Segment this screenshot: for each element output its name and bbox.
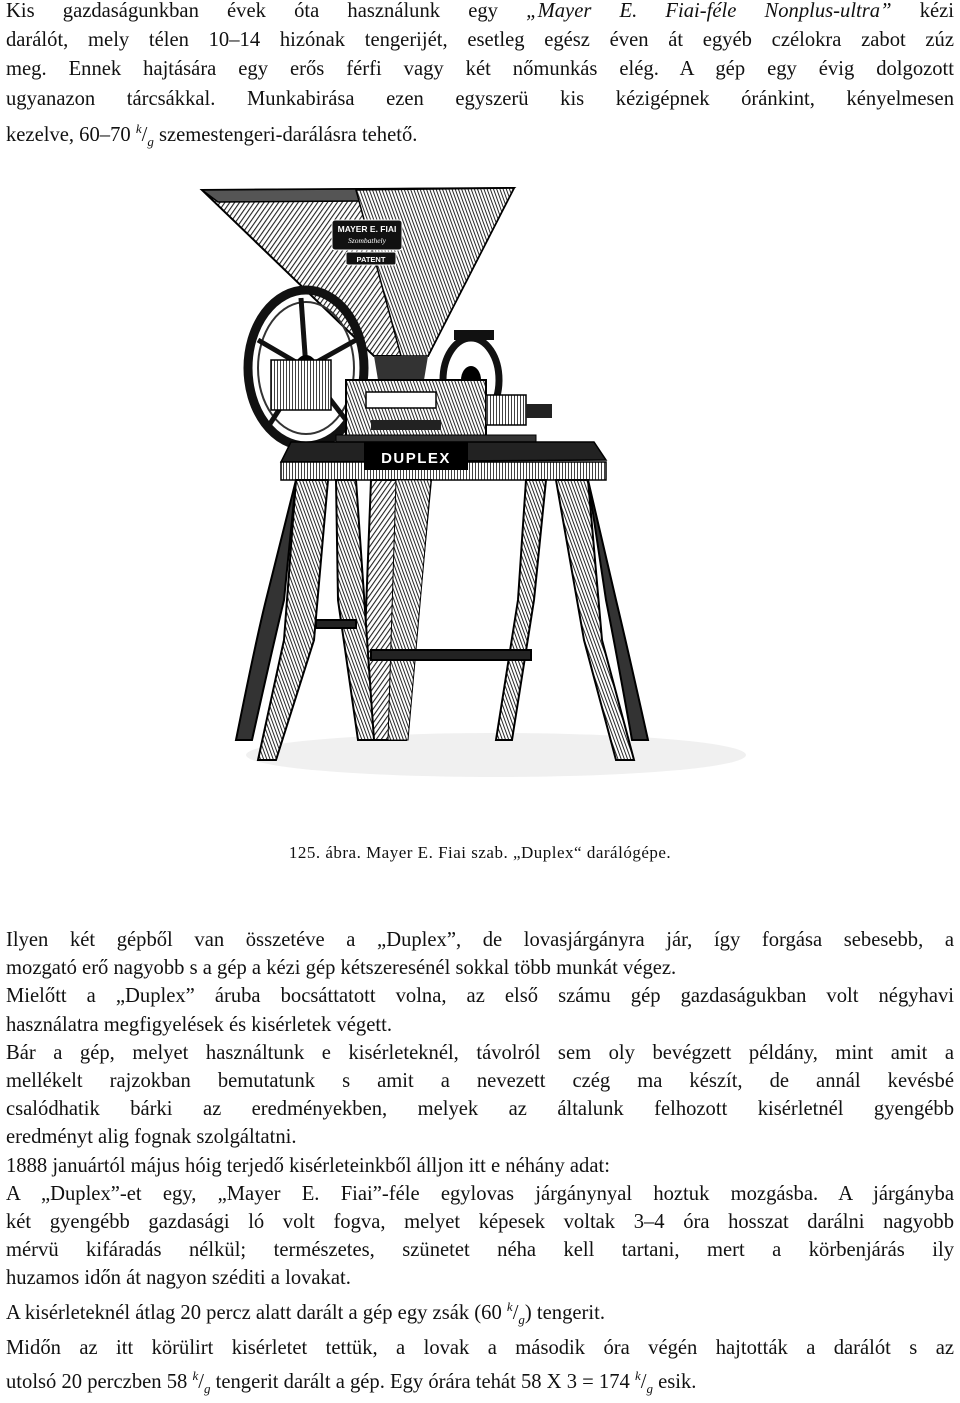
frame-table — [281, 442, 606, 480]
body-line: 1888 januártól május hóig terjedő kisérleteinkből álljon itt e néhány adat: — [6, 1154, 610, 1177]
unit-fraction: $^k/_g$ — [192, 1368, 211, 1397]
intro-line: ugyanazon tárcsákkal. Munkabirása ezen egyszerü kis kézigépnek óránkint, kényelmesen — [6, 87, 954, 110]
body-line: eredményt alig fognak szolgáltatni. — [6, 1126, 297, 1149]
body-line: Midőn az itt körülirt kisérletet tettük, a lovak a második óra végén hajtották a darálót s az — [6, 1336, 954, 1359]
intro-product-name: „Mayer E. Fiai-féle Nonplus-ultra” — [526, 0, 892, 22]
body-line: utolsó 20 perczben 58 $^k/_g$ tengerit darált a gép. Egy órára tehát 58 X 3 = 174 $^k/_g$ esik. — [6, 1368, 697, 1397]
intro-paragraph — [6, 0, 954, 156]
unit-fraction: $^k/_g$ — [506, 1298, 525, 1327]
body-text — [6, 926, 954, 1403]
body-line: csalódhatik bárki az eredményekben, melyek az általunk felhozott kisérletnél gyengébb — [6, 1098, 954, 1121]
intro-line: kezelve, 60–70 $^k/_g$ szemestengeri-darálásra tehető. — [6, 120, 418, 149]
body-line: Ilyen két gépből van összetéve a „Duplex”, de lovasjárgányra jár, így forgása sebesebb, a — [6, 929, 954, 951]
body-line: mellékelt rajzokban bemutatunk s amit a nevezett czég ma készít, de annál kevésbé — [6, 1070, 954, 1093]
patent-plate: PATENT — [356, 255, 386, 264]
unit-fraction: $^k/_g$ — [634, 1368, 653, 1397]
figure-caption: 125. ábra. Mayer E. Fiai szab. „Duplex“ darálógépe. — [288, 843, 672, 862]
unit-fraction: $^k/_g$ — [135, 120, 154, 149]
frame-legs — [236, 480, 648, 760]
maker-plate-line1: MAYER E. FIAI — [337, 224, 397, 234]
body-line: huzamos időn át nagyon széditi a lovakat. — [6, 1267, 351, 1290]
body-line: két gyengébb gazdasági ló volt fogva, melyet képesek voltak 3–4 óra hosszat darálni nagyobb — [6, 1211, 954, 1234]
duplex-label: DUPLEX — [381, 450, 451, 467]
body-line: Mielőtt a „Duplex” áruba bocsáttatott volna, az első számu gép gazdaságukban volt négyhavi — [6, 985, 954, 1008]
body-line: mérvü kifáradás nélkül; természetes, szünetet néha kell tartani, mert a körbenjárás ily — [6, 1239, 954, 1262]
body-line: A kisérleteknél átlag 20 percz alatt darált a gép egy zsák (60 $^k/_g$) tengerit. — [6, 1298, 605, 1327]
intro-line: darálót, mely télen 10–14 hizónak tengerijét, esetleg egész éven át egyéb czélokra zabot zúz — [6, 29, 954, 52]
maker-plate-line2: Szombathely — [348, 236, 386, 245]
body-line: Bár a gép, melyet használtunk e kisérleteknél, távolról sem oly bevégzett példány, mint amit a — [6, 1041, 954, 1064]
intro-line: meg. Ennek hajtására egy erős férfi vagy két nőmunkás elég. A gép egy évig dolgozott — [6, 58, 954, 81]
body-line: használatra megfigyelések és kisérletek végett. — [6, 1013, 392, 1036]
body-line: mozgató erő nagyobb s a gép a kézi gép kétszeresénél sokkal több munkát végez. — [6, 957, 677, 980]
body-line: A „Duplex”-et egy, „Mayer E. Fiai”-féle egylovas járgánynyal hoztuk mozgásba. A járgányba — [6, 1182, 954, 1205]
intro-line: Kis gazdaságunkban évek óta használunk egy „Mayer E. Fiai-féle Nonplus-ultra” kézi — [6, 0, 955, 22]
duplex-grinder-engraving — [196, 180, 796, 830]
